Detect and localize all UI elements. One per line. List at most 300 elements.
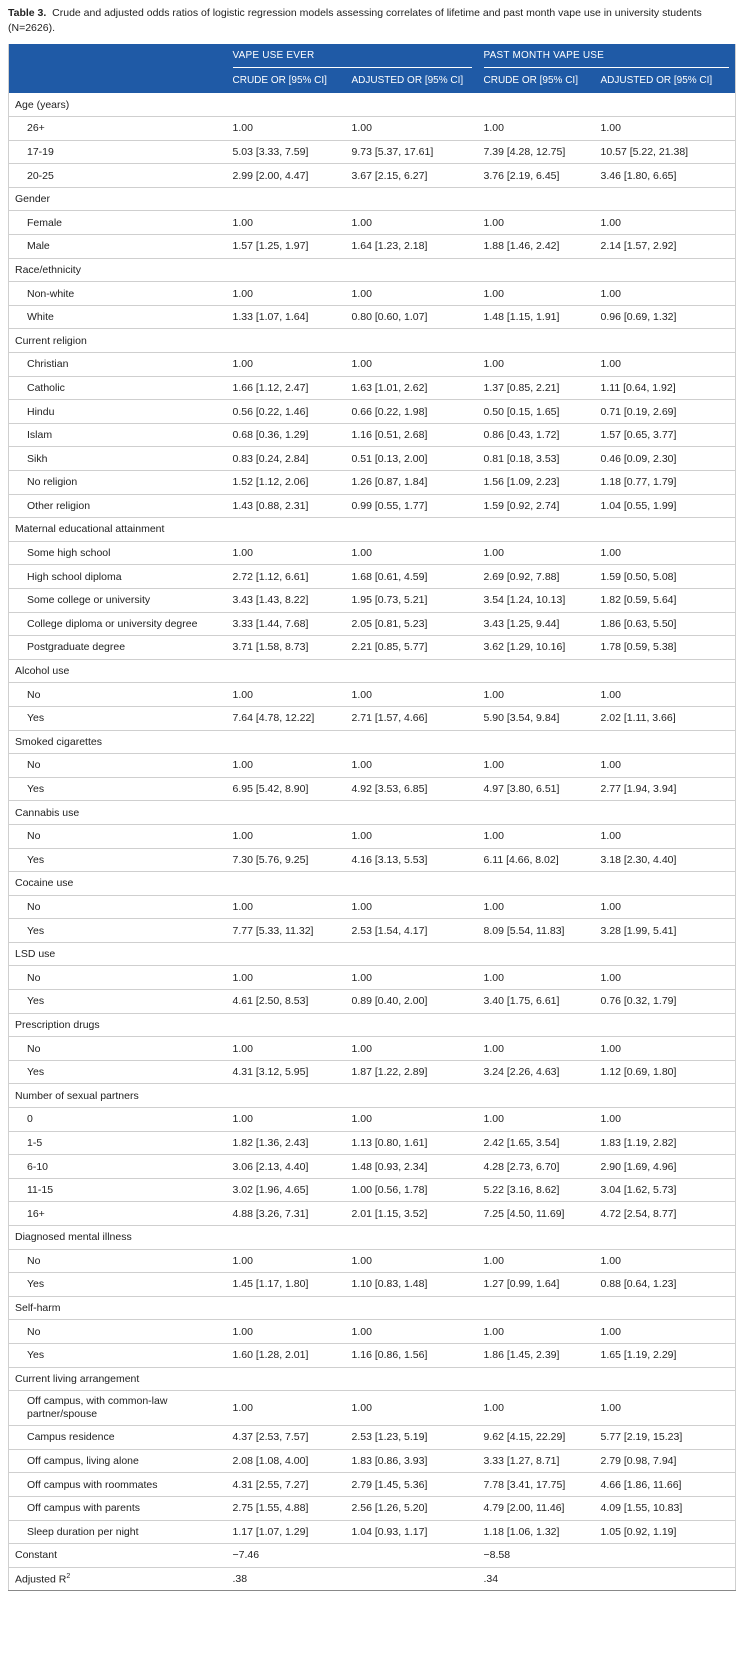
section-row: [9, 1296, 736, 1320]
cell-value: 1.18 [1.06, 1.32]: [478, 1520, 595, 1544]
section-row: [9, 93, 736, 117]
cell-value: [595, 659, 736, 683]
row-label: 17-19: [9, 140, 227, 164]
section-row: [9, 329, 736, 353]
cell-value: [346, 1084, 478, 1108]
cell-value: 1.00: [227, 824, 346, 848]
cell-value: 1.57 [1.25, 1.97]: [227, 235, 346, 259]
cell-value: 1.66 [1.12, 2.47]: [227, 376, 346, 400]
cell-value: 1.27 [0.99, 1.64]: [478, 1273, 595, 1297]
cell-value: 0.89 [0.40, 2.00]: [346, 990, 478, 1014]
cell-value: 3.06 [2.13, 4.40]: [227, 1155, 346, 1179]
cell-value: 1.00: [227, 895, 346, 919]
cell-value: 2.75 [1.55, 4.88]: [227, 1496, 346, 1520]
cell-value: 1.00: [227, 1249, 346, 1273]
cell-value: 0.71 [0.19, 2.69]: [595, 400, 736, 424]
cell-value: [478, 801, 595, 825]
cell-value: 1.00: [227, 1037, 346, 1061]
cell-value: 2.02 [1.11, 3.66]: [595, 706, 736, 730]
row-label: 1-5: [9, 1131, 227, 1155]
section-label: Constant: [9, 1544, 227, 1568]
table-row: [9, 1060, 736, 1084]
cell-value: 5.90 [3.54, 9.84]: [478, 706, 595, 730]
cell-value: 0.88 [0.64, 1.23]: [595, 1273, 736, 1297]
table-row: [9, 1343, 736, 1367]
cell-value: 0.83 [0.24, 2.84]: [227, 447, 346, 471]
cell-value: 4.88 [3.26, 7.31]: [227, 1202, 346, 1226]
cell-value: [346, 730, 478, 754]
header-group-past-month: PAST MONTH VAPE USE: [478, 44, 736, 68]
section-row: [9, 1013, 736, 1037]
cell-value: 1.00: [227, 282, 346, 306]
cell-value: 1.00: [478, 1391, 595, 1426]
table-row: [9, 565, 736, 589]
cell-value: 8.09 [5.54, 11.83]: [478, 919, 595, 943]
cell-value: [595, 872, 736, 896]
cell-value: 1.00: [478, 211, 595, 235]
table-row: [9, 848, 736, 872]
cell-value: 4.31 [3.12, 5.95]: [227, 1060, 346, 1084]
cell-value: 1.00: [346, 117, 478, 141]
cell-value: 1.82 [1.36, 2.43]: [227, 1131, 346, 1155]
cell-value: [595, 801, 736, 825]
cell-value: [595, 258, 736, 282]
cell-value: 1.64 [1.23, 2.18]: [346, 235, 478, 259]
section-row: [9, 872, 736, 896]
table-row: [9, 1108, 736, 1132]
cell-value: [346, 942, 478, 966]
cell-value: 2.42 [1.65, 3.54]: [478, 1131, 595, 1155]
table-row: [9, 140, 736, 164]
cell-value: 1.00: [595, 211, 736, 235]
cell-value: 0.56 [0.22, 1.46]: [227, 400, 346, 424]
section-label: LSD use: [9, 942, 227, 966]
cell-value: 4.97 [3.80, 6.51]: [478, 777, 595, 801]
table-row: [9, 919, 736, 943]
cell-value: 1.59 [0.50, 5.08]: [595, 565, 736, 589]
cell-value: [478, 730, 595, 754]
cell-value: 1.83 [1.19, 2.82]: [595, 1131, 736, 1155]
row-label: No: [9, 683, 227, 707]
row-label: No religion: [9, 471, 227, 495]
cell-value: 3.67 [2.15, 6.27]: [346, 164, 478, 188]
row-label: Yes: [9, 1060, 227, 1084]
cell-value: [346, 872, 478, 896]
cell-value: 1.95 [0.73, 5.21]: [346, 588, 478, 612]
cell-value: .34: [478, 1567, 595, 1591]
cell-value: 4.28 [2.73, 6.70]: [478, 1155, 595, 1179]
section-row: [9, 1367, 736, 1391]
row-label: No: [9, 1037, 227, 1061]
cell-value: [227, 1013, 346, 1037]
section-row: [9, 1084, 736, 1108]
cell-value: 3.33 [1.27, 8.71]: [478, 1449, 595, 1473]
cell-value: [595, 730, 736, 754]
cell-value: 1.00: [478, 1249, 595, 1273]
cell-value: 2.14 [1.57, 2.92]: [595, 235, 736, 259]
table-row: [9, 117, 736, 141]
cell-value: 1.17 [1.07, 1.29]: [227, 1520, 346, 1544]
table-row: [9, 1520, 736, 1544]
section-row: [9, 801, 736, 825]
row-label: Some high school: [9, 541, 227, 565]
cell-value: 7.77 [5.33, 11.32]: [227, 919, 346, 943]
cell-value: 5.03 [3.33, 7.59]: [227, 140, 346, 164]
cell-value: 1.00: [346, 1249, 478, 1273]
cell-value: 2.01 [1.15, 3.52]: [346, 1202, 478, 1226]
cell-value: 1.88 [1.46, 2.42]: [478, 235, 595, 259]
section-label: Prescription drugs: [9, 1013, 227, 1037]
table-row: [9, 353, 736, 377]
cell-value: 1.00: [595, 966, 736, 990]
cell-value: 1.00: [595, 541, 736, 565]
cell-value: 1.00: [346, 754, 478, 778]
table-row: [9, 1037, 736, 1061]
cell-value: 1.10 [0.83, 1.48]: [346, 1273, 478, 1297]
section-label: Gender: [9, 187, 227, 211]
cell-value: 1.00: [227, 211, 346, 235]
cell-value: 1.00: [346, 683, 478, 707]
cell-value: [346, 659, 478, 683]
cell-value: 0.80 [0.60, 1.07]: [346, 305, 478, 329]
section-row: [9, 1226, 736, 1250]
table-row: [9, 282, 736, 306]
cell-value: 3.43 [1.43, 8.22]: [227, 588, 346, 612]
cell-value: 7.25 [4.50, 11.69]: [478, 1202, 595, 1226]
cell-value: 1.33 [1.07, 1.64]: [227, 305, 346, 329]
cell-value: 1.00: [595, 117, 736, 141]
cell-value: 9.73 [5.37, 17.61]: [346, 140, 478, 164]
cell-value: [227, 93, 346, 117]
table-row: [9, 1449, 736, 1473]
section-label: Current living arrangement: [9, 1367, 227, 1391]
cell-value: 1.45 [1.17, 1.80]: [227, 1273, 346, 1297]
section-row: [9, 258, 736, 282]
cell-value: 0.76 [0.32, 1.79]: [595, 990, 736, 1014]
cell-value: 0.68 [0.36, 1.29]: [227, 423, 346, 447]
row-label: No: [9, 1249, 227, 1273]
cell-value: 3.28 [1.99, 5.41]: [595, 919, 736, 943]
cell-value: 1.00: [595, 824, 736, 848]
cell-value: 1.57 [0.65, 3.77]: [595, 423, 736, 447]
cell-value: 7.30 [5.76, 9.25]: [227, 848, 346, 872]
row-label: No: [9, 754, 227, 778]
header-blank: [9, 68, 227, 93]
cell-value: 1.00: [227, 1320, 346, 1344]
section-label: Age (years): [9, 93, 227, 117]
section-label: Smoked cigarettes: [9, 730, 227, 754]
cell-value: [227, 518, 346, 542]
section-row: [9, 1567, 736, 1591]
cell-value: 1.00: [346, 895, 478, 919]
table-row: [9, 1249, 736, 1273]
table-row: [9, 1426, 736, 1450]
cell-value: 2.99 [2.00, 4.47]: [227, 164, 346, 188]
cell-value: [227, 1226, 346, 1250]
table-row: [9, 777, 736, 801]
cell-value: [346, 329, 478, 353]
cell-value: 0.86 [0.43, 1.72]: [478, 423, 595, 447]
cell-value: 1.00: [227, 117, 346, 141]
cell-value: [346, 518, 478, 542]
cell-value: 1.78 [0.59, 5.38]: [595, 636, 736, 660]
cell-value: 1.00: [478, 966, 595, 990]
header-adjusted-month: ADJUSTED OR [95% CI]: [595, 68, 736, 93]
cell-value: 2.53 [1.23, 5.19]: [346, 1426, 478, 1450]
cell-value: 2.08 [1.08, 4.00]: [227, 1449, 346, 1473]
cell-value: 2.69 [0.92, 7.88]: [478, 565, 595, 589]
cell-value: [595, 518, 736, 542]
cell-value: [478, 659, 595, 683]
cell-value: 2.56 [1.26, 5.20]: [346, 1496, 478, 1520]
row-label: 16+: [9, 1202, 227, 1226]
row-label: Campus residence: [9, 1426, 227, 1450]
cell-value: 1.60 [1.28, 2.01]: [227, 1343, 346, 1367]
cell-value: [595, 329, 736, 353]
cell-value: [346, 93, 478, 117]
cell-value: [227, 329, 346, 353]
cell-value: [478, 872, 595, 896]
row-label: Off campus, living alone: [9, 1449, 227, 1473]
row-label: Christian: [9, 353, 227, 377]
row-label: Sleep duration per night: [9, 1520, 227, 1544]
cell-value: [595, 1226, 736, 1250]
cell-value: 1.43 [0.88, 2.31]: [227, 494, 346, 518]
header-blank: [9, 44, 227, 68]
cell-value: 1.00: [478, 754, 595, 778]
cell-value: 1.16 [0.51, 2.68]: [346, 423, 478, 447]
cell-value: [478, 1367, 595, 1391]
cell-value: −8.58: [478, 1544, 595, 1568]
section-label: Alcohol use: [9, 659, 227, 683]
cell-value: 5.22 [3.16, 8.62]: [478, 1178, 595, 1202]
cell-value: 1.00: [478, 683, 595, 707]
cell-value: [478, 1084, 595, 1108]
cell-value: 3.24 [2.26, 4.63]: [478, 1060, 595, 1084]
cell-value: [346, 801, 478, 825]
cell-value: 6.11 [4.66, 8.02]: [478, 848, 595, 872]
cell-value: 7.78 [3.41, 17.75]: [478, 1473, 595, 1497]
cell-value: 1.18 [0.77, 1.79]: [595, 471, 736, 495]
cell-value: 1.00: [346, 1108, 478, 1132]
cell-value: 2.77 [1.94, 3.94]: [595, 777, 736, 801]
cell-value: 1.52 [1.12, 2.06]: [227, 471, 346, 495]
header-adjusted-ever: ADJUSTED OR [95% CI]: [346, 68, 478, 93]
cell-value: 1.63 [1.01, 2.62]: [346, 376, 478, 400]
cell-value: [595, 93, 736, 117]
table-row: [9, 376, 736, 400]
cell-value: [595, 1013, 736, 1037]
row-label: No: [9, 966, 227, 990]
table-label: Table 3.: [8, 7, 47, 19]
cell-value: 0.51 [0.13, 2.00]: [346, 447, 478, 471]
cell-value: 1.82 [0.59, 5.64]: [595, 588, 736, 612]
table-row: [9, 235, 736, 259]
cell-value: 1.00: [478, 1108, 595, 1132]
cell-value: 1.00: [478, 541, 595, 565]
cell-value: [346, 1296, 478, 1320]
table-row: [9, 471, 736, 495]
cell-value: [478, 93, 595, 117]
cell-value: 1.26 [0.87, 1.84]: [346, 471, 478, 495]
row-label: Sikh: [9, 447, 227, 471]
table-row: [9, 1320, 736, 1344]
cell-value: 3.18 [2.30, 4.40]: [595, 848, 736, 872]
cell-value: 3.40 [1.75, 6.61]: [478, 990, 595, 1014]
table-row: [9, 966, 736, 990]
cell-value: 2.71 [1.57, 4.66]: [346, 706, 478, 730]
superscript: 2: [66, 1572, 71, 1580]
row-label: Yes: [9, 990, 227, 1014]
row-label: Islam: [9, 423, 227, 447]
cell-value: 0.46 [0.09, 2.30]: [595, 447, 736, 471]
table-row: [9, 494, 736, 518]
cell-value: 1.00: [478, 1320, 595, 1344]
cell-value: 1.00: [227, 754, 346, 778]
section-label: Number of sexual partners: [9, 1084, 227, 1108]
section-row: [9, 1544, 736, 1568]
cell-value: 4.61 [2.50, 8.53]: [227, 990, 346, 1014]
cell-value: [595, 187, 736, 211]
cell-value: 1.37 [0.85, 2.21]: [478, 376, 595, 400]
header-crude-month: CRUDE OR [95% CI]: [478, 68, 595, 93]
cell-value: [595, 1367, 736, 1391]
cell-value: 10.57 [5.22, 21.38]: [595, 140, 736, 164]
cell-value: 4.31 [2.55, 7.27]: [227, 1473, 346, 1497]
cell-value: [346, 258, 478, 282]
table-row: [9, 1155, 736, 1179]
cell-value: 1.00: [227, 966, 346, 990]
cell-value: 1.00: [595, 1037, 736, 1061]
section-label: Cocaine use: [9, 872, 227, 896]
table-row: [9, 706, 736, 730]
cell-value: [478, 258, 595, 282]
table-row: [9, 211, 736, 235]
cell-value: 1.56 [1.09, 2.23]: [478, 471, 595, 495]
cell-value: 1.00: [227, 1391, 346, 1426]
cell-value: [227, 1367, 346, 1391]
cell-value: [346, 187, 478, 211]
section-label: Race/ethnicity: [9, 258, 227, 282]
cell-value: [227, 801, 346, 825]
cell-value: 1.04 [0.93, 1.17]: [346, 1520, 478, 1544]
section-row: [9, 518, 736, 542]
section-row: [9, 942, 736, 966]
cell-value: 4.09 [1.55, 10.83]: [595, 1496, 736, 1520]
table-row: [9, 1202, 736, 1226]
table-caption: [8, 6, 720, 36]
cell-value: 0.96 [0.69, 1.32]: [595, 305, 736, 329]
cell-value: [227, 730, 346, 754]
section-label: Adjusted $R^2$: [9, 1567, 227, 1591]
row-label: College diploma or university degree: [9, 612, 227, 636]
table-row: [9, 1496, 736, 1520]
section-label: Self-harm: [9, 1296, 227, 1320]
row-label: 0: [9, 1108, 227, 1132]
table-row: [9, 1178, 736, 1202]
row-label: Yes: [9, 919, 227, 943]
cell-value: 4.79 [2.00, 11.46]: [478, 1496, 595, 1520]
row-label: No: [9, 1320, 227, 1344]
cell-value: 1.00: [595, 754, 736, 778]
cell-value: [478, 1013, 595, 1037]
cell-value: 1.00: [346, 1391, 478, 1426]
table-body: [9, 93, 736, 1591]
cell-value: [595, 1544, 736, 1568]
cell-value: 1.00 [0.56, 1.78]: [346, 1178, 478, 1202]
cell-value: 3.76 [2.19, 6.45]: [478, 164, 595, 188]
cell-value: [595, 1296, 736, 1320]
row-label: Some college or university: [9, 588, 227, 612]
row-label: Catholic: [9, 376, 227, 400]
table-row: [9, 305, 736, 329]
section-label: Current religion: [9, 329, 227, 353]
cell-value: 1.00: [595, 1108, 736, 1132]
cell-value: 1.00: [346, 966, 478, 990]
cell-value: 0.50 [0.15, 1.65]: [478, 400, 595, 424]
cell-value: [346, 1226, 478, 1250]
cell-value: 1.00: [478, 1037, 595, 1061]
cell-value: 9.62 [4.15, 22.29]: [478, 1426, 595, 1450]
cell-value: 1.00: [346, 282, 478, 306]
cell-value: [595, 1084, 736, 1108]
cell-value: 1.00: [595, 1391, 736, 1426]
table-row: [9, 164, 736, 188]
cell-value: [595, 942, 736, 966]
cell-value: 1.65 [1.19, 2.29]: [595, 1343, 736, 1367]
row-label: No: [9, 824, 227, 848]
cell-value: 1.00: [346, 211, 478, 235]
row-label: Male: [9, 235, 227, 259]
section-label: Cannabis use: [9, 801, 227, 825]
cell-value: 1.86 [1.45, 2.39]: [478, 1343, 595, 1367]
cell-value: [227, 258, 346, 282]
cell-value: [478, 1296, 595, 1320]
cell-value: 2.79 [1.45, 5.36]: [346, 1473, 478, 1497]
row-label: White: [9, 305, 227, 329]
cell-value: 1.48 [1.15, 1.91]: [478, 305, 595, 329]
cell-value: 3.02 [1.96, 4.65]: [227, 1178, 346, 1202]
cell-value: 2.05 [0.81, 5.23]: [346, 612, 478, 636]
odds-ratio-table: [8, 44, 736, 1591]
cell-value: 7.64 [4.78, 12.22]: [227, 706, 346, 730]
row-label: No: [9, 895, 227, 919]
cell-value: [227, 659, 346, 683]
cell-value: 1.00: [478, 353, 595, 377]
cell-value: [595, 1567, 736, 1591]
cell-value: 3.43 [1.25, 9.44]: [478, 612, 595, 636]
cell-value: [227, 872, 346, 896]
cell-value: 5.77 [2.19, 15.23]: [595, 1426, 736, 1450]
cell-value: 1.59 [0.92, 2.74]: [478, 494, 595, 518]
table-row: [9, 1273, 736, 1297]
table-row: [9, 612, 736, 636]
table-row: [9, 447, 736, 471]
cell-value: 1.16 [0.86, 1.56]: [346, 1343, 478, 1367]
cell-value: [227, 1084, 346, 1108]
cell-value: 1.00: [346, 541, 478, 565]
table-header: [9, 44, 736, 93]
table-row: [9, 754, 736, 778]
row-label: 6-10: [9, 1155, 227, 1179]
cell-value: 1.00: [595, 895, 736, 919]
row-label: Female: [9, 211, 227, 235]
cell-value: 1.00: [478, 117, 595, 141]
cell-value: 1.00: [595, 282, 736, 306]
cell-value: .38: [227, 1567, 346, 1591]
cell-value: [346, 1013, 478, 1037]
cell-value: 3.04 [1.62, 5.73]: [595, 1178, 736, 1202]
